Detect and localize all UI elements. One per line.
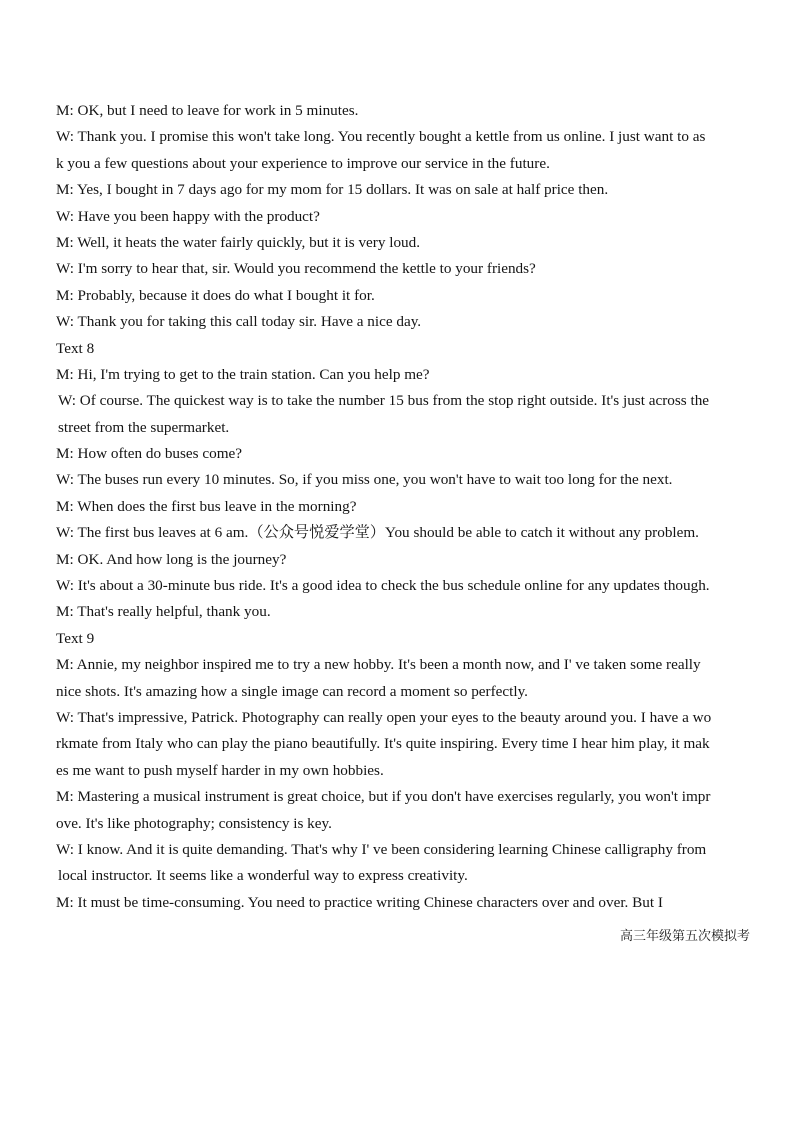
transcript-line: M: Mastering a musical instrument is great choice, but if you don't have exercises regularly, you won't impr <box>56 788 711 806</box>
transcript-line: M: When does the first bus leave in the morning? <box>56 497 357 515</box>
transcript-line: M: OK, but I need to leave for work in 5 minutes. <box>56 102 359 119</box>
transcript-line: W: I know. And it is quite demanding. That's why I' ve been considering learning Chinese calligraphy from <box>56 840 707 858</box>
transcript-line: M: Hi, I'm trying to get to the train station. Can you help me? <box>56 365 430 383</box>
transcript-line: M: Annie, my neighbor inspired me to try a new hobby. It's been a month now, and I' ve taken some really <box>56 656 701 674</box>
transcript-line: M: Yes, I bought in 7 days ago for my mom for 15 dollars. It was on sale at half price then. <box>56 181 609 199</box>
transcript-line: W: The buses run every 10 minutes. So, if you miss one, you won't have to wait too long for the next. <box>56 471 673 489</box>
transcript-line: M: Well, it heats the water fairly quickly, but it is very loud. <box>56 233 421 251</box>
transcript-line: nice shots. It's amazing how a single image can record a moment so perfectly. <box>56 682 528 700</box>
transcript-line: W: Have you been happy with the product? <box>56 207 320 225</box>
listening-transcript <box>56 98 756 916</box>
transcript-line: W: Of course. The quickest way is to take the number 15 bus from the stop right outside. It's just across the <box>58 392 710 410</box>
transcript-line: M: It must be time-consuming. You need to practice writing Chinese characters over and over. But I <box>56 893 663 911</box>
transcript-line: M: Probably, because it does do what I bought it for. <box>56 286 375 304</box>
transcript-line: street from the supermarket. <box>58 418 230 436</box>
transcript-line: W: Thank you. I promise this won't take long. You recently bought a kettle from us online. I just want to as <box>56 128 706 146</box>
transcript-line: W: It's about a 30-minute bus ride. It's a good idea to check the bus schedule online for any updates though. <box>56 577 710 595</box>
transcript-line: rkmate from Italy who can play the piano beautifully. It's quite inspiring. Every time I hear him play, it mak <box>56 735 710 753</box>
transcript-line: M: OK. And how long is the journey? <box>56 550 287 568</box>
transcript-line: k you a few questions about your experience to improve our service in the future. <box>56 154 550 172</box>
transcript-line: local instructor. It seems like a wonderful way to express creativity. <box>58 867 468 885</box>
transcript-line: W: Thank you for taking this call today sir. Have a nice day. <box>56 313 422 331</box>
section-heading-text-9: Text 9 <box>56 629 95 647</box>
transcript-line: M: How often do buses come? <box>56 445 243 463</box>
transcript-line: ove. It's like photography; consistency is key. <box>56 814 332 832</box>
section-heading-text-8: Text 8 <box>56 339 95 357</box>
transcript-line: W: The first bus leaves at 6 am.（公众号悦爱学堂）You should be able to catch it without any problem. <box>56 524 699 542</box>
transcript-line: es me want to push myself harder in my own hobbies. <box>56 761 384 779</box>
transcript-line: W: I'm sorry to hear that, sir. Would you recommend the kettle to your friends? <box>56 260 536 278</box>
page-footer-exam-title: 高三年级第五次模拟考 <box>619 929 750 944</box>
transcript-line: W: That's impressive, Patrick. Photography can really open your eyes to the beauty around you. I have a wo <box>56 708 712 726</box>
transcript-line: M: That's really helpful, thank you. <box>56 603 271 621</box>
